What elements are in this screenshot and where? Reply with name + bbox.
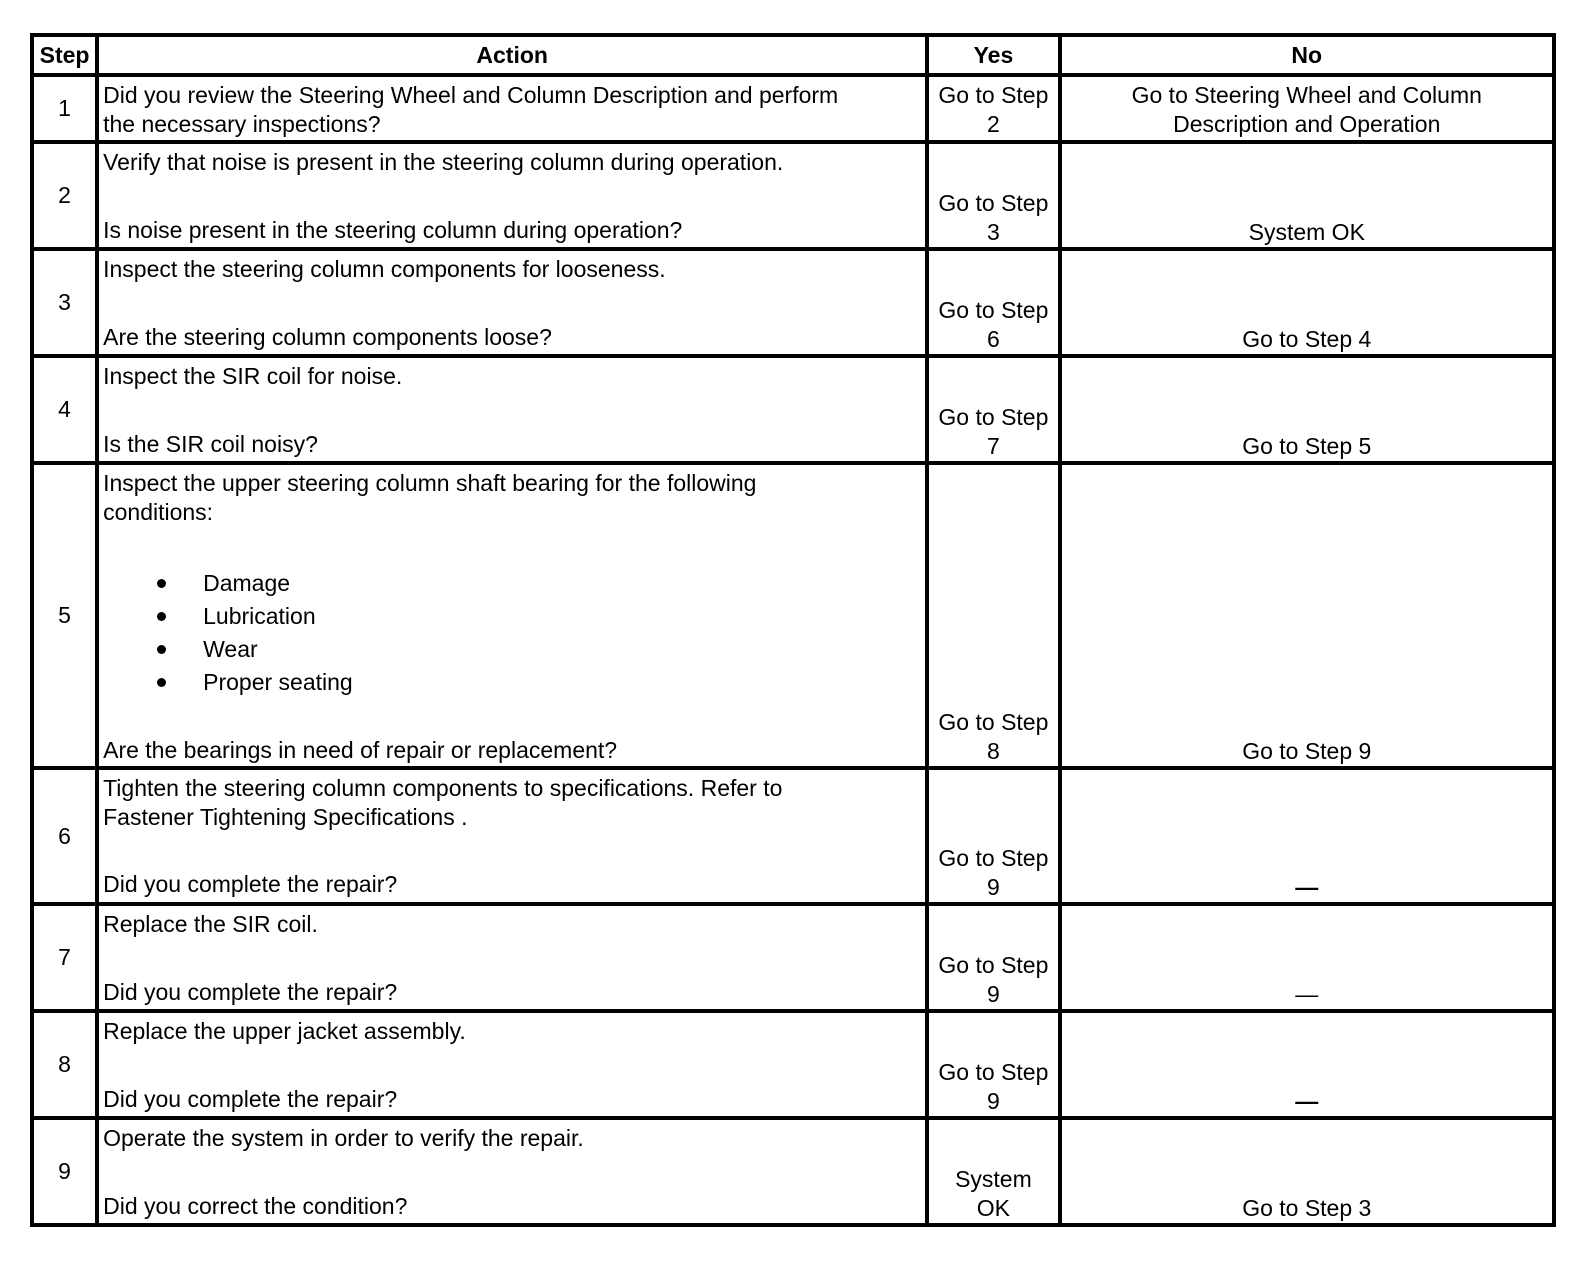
action-question: Is the SIR coil noisy? (103, 431, 318, 457)
yes-line: OK (976, 1195, 1011, 1221)
action-question: Are the steering column components loose? (103, 324, 552, 350)
table-row (32, 1118, 1554, 1225)
action-cell (97, 904, 927, 1011)
step-number: 5 (32, 463, 97, 768)
action-instruction: Operate the system in order to verify the repair. (103, 1125, 584, 1151)
yes-line: Go to Step (938, 952, 1049, 978)
action-instruction-line: Inspect the upper steering column shaft bearing for the following (103, 470, 757, 496)
yes-line: 7 (987, 433, 1000, 459)
action-instruction: Replace the upper jacket assembly. (103, 1018, 466, 1044)
step-number: 6 (32, 768, 97, 904)
action-cell (97, 356, 927, 463)
action-instruction-line: Tighten the steering column components to specifications. Refer to (103, 775, 783, 801)
condition-list (103, 567, 921, 699)
action-question: Did you correct the condition? (103, 1193, 408, 1219)
action-cell (97, 463, 927, 768)
action-instruction: Inspect the SIR coil for noise. (103, 363, 403, 389)
no-line: Go to Steering Wheel and Column (1131, 82, 1482, 108)
no-dash: — (1295, 874, 1319, 900)
no-dash: — (1295, 981, 1319, 1007)
no-cell (1060, 768, 1554, 904)
action-instruction-line: Fastener Tightening Specifications . (103, 804, 468, 830)
yes-cell (927, 904, 1059, 1011)
step-number: 4 (32, 356, 97, 463)
action-question: Are the bearings in need of repair or replacement? (103, 737, 618, 763)
action-cell (97, 1011, 927, 1118)
header-action: Action (97, 35, 927, 75)
yes-cell (927, 75, 1059, 142)
table-row (32, 768, 1554, 904)
list-item: Proper seating (151, 666, 921, 699)
action-cell (97, 1118, 927, 1225)
list-item: Lubrication (151, 600, 921, 633)
yes-cell (927, 768, 1059, 904)
action-cell (97, 75, 927, 142)
action-instruction: Verify that noise is present in the steering column during operation. (103, 149, 784, 175)
header-step: Step (32, 35, 97, 75)
yes-line: Go to Step (938, 1059, 1049, 1085)
list-item: Damage (151, 567, 921, 600)
table-row (32, 142, 1554, 249)
table-row (32, 75, 1554, 142)
action-question: Is noise present in the steering column during operation? (103, 217, 683, 243)
action-instruction: Inspect the steering column components for looseness. (103, 256, 666, 282)
step-number: 8 (32, 1011, 97, 1118)
yes-cell (927, 142, 1059, 249)
no-cell (1060, 1011, 1554, 1118)
header-no: No (1060, 35, 1554, 75)
yes-cell (927, 1118, 1059, 1225)
no-cell: Go to Step 5 (1060, 356, 1554, 463)
action-question: Did you complete the repair? (103, 871, 398, 897)
action-line: Did you review the Steering Wheel and Column Description and perform (103, 82, 839, 108)
table-row (32, 904, 1554, 1011)
action-cell (97, 249, 927, 356)
yes-line: Go to Step (938, 404, 1049, 430)
yes-line: 9 (987, 874, 1000, 900)
no-cell: System OK (1060, 142, 1554, 249)
table-row (32, 1011, 1554, 1118)
step-number: 7 (32, 904, 97, 1011)
no-line: Description and Operation (1173, 111, 1441, 137)
action-instruction-line: conditions: (103, 499, 214, 525)
yes-line: Go to Step (938, 190, 1049, 216)
header-yes: Yes (927, 35, 1059, 75)
header-row (32, 35, 1554, 75)
yes-line: Go to Step (938, 709, 1049, 735)
no-cell: Go to Step 4 (1060, 249, 1554, 356)
yes-line: System (955, 1166, 1032, 1192)
yes-line: 9 (987, 1088, 1000, 1114)
table-row (32, 356, 1554, 463)
yes-cell (927, 249, 1059, 356)
table-row (32, 463, 1554, 768)
yes-line: 6 (987, 326, 1000, 352)
yes-cell (927, 1011, 1059, 1118)
step-number: 2 (32, 142, 97, 249)
no-cell: Go to Step 9 (1060, 463, 1554, 768)
yes-line: Go to Step (938, 297, 1049, 323)
no-cell (1060, 904, 1554, 1011)
no-cell (1060, 75, 1554, 142)
yes-line: Go to Step (938, 82, 1049, 108)
yes-line: 2 (987, 111, 1000, 137)
yes-cell (927, 356, 1059, 463)
step-number: 1 (32, 75, 97, 142)
no-dash: — (1295, 1088, 1319, 1114)
action-line: the necessary inspections? (103, 111, 381, 137)
action-cell (97, 142, 927, 249)
action-question: Did you complete the repair? (103, 1086, 398, 1112)
yes-line: 8 (987, 738, 1000, 764)
yes-line: 9 (987, 981, 1000, 1007)
action-instruction: Replace the SIR coil. (103, 911, 318, 937)
table-row (32, 249, 1554, 356)
diagnostic-table (30, 33, 1556, 1227)
action-question: Did you complete the repair? (103, 979, 398, 1005)
action-cell (97, 768, 927, 904)
no-cell: Go to Step 3 (1060, 1118, 1554, 1225)
yes-line: 3 (987, 219, 1000, 245)
list-item: Wear (151, 633, 921, 666)
yes-line: Go to Step (938, 845, 1049, 871)
step-number: 9 (32, 1118, 97, 1225)
step-number: 3 (32, 249, 97, 356)
yes-cell (927, 463, 1059, 768)
